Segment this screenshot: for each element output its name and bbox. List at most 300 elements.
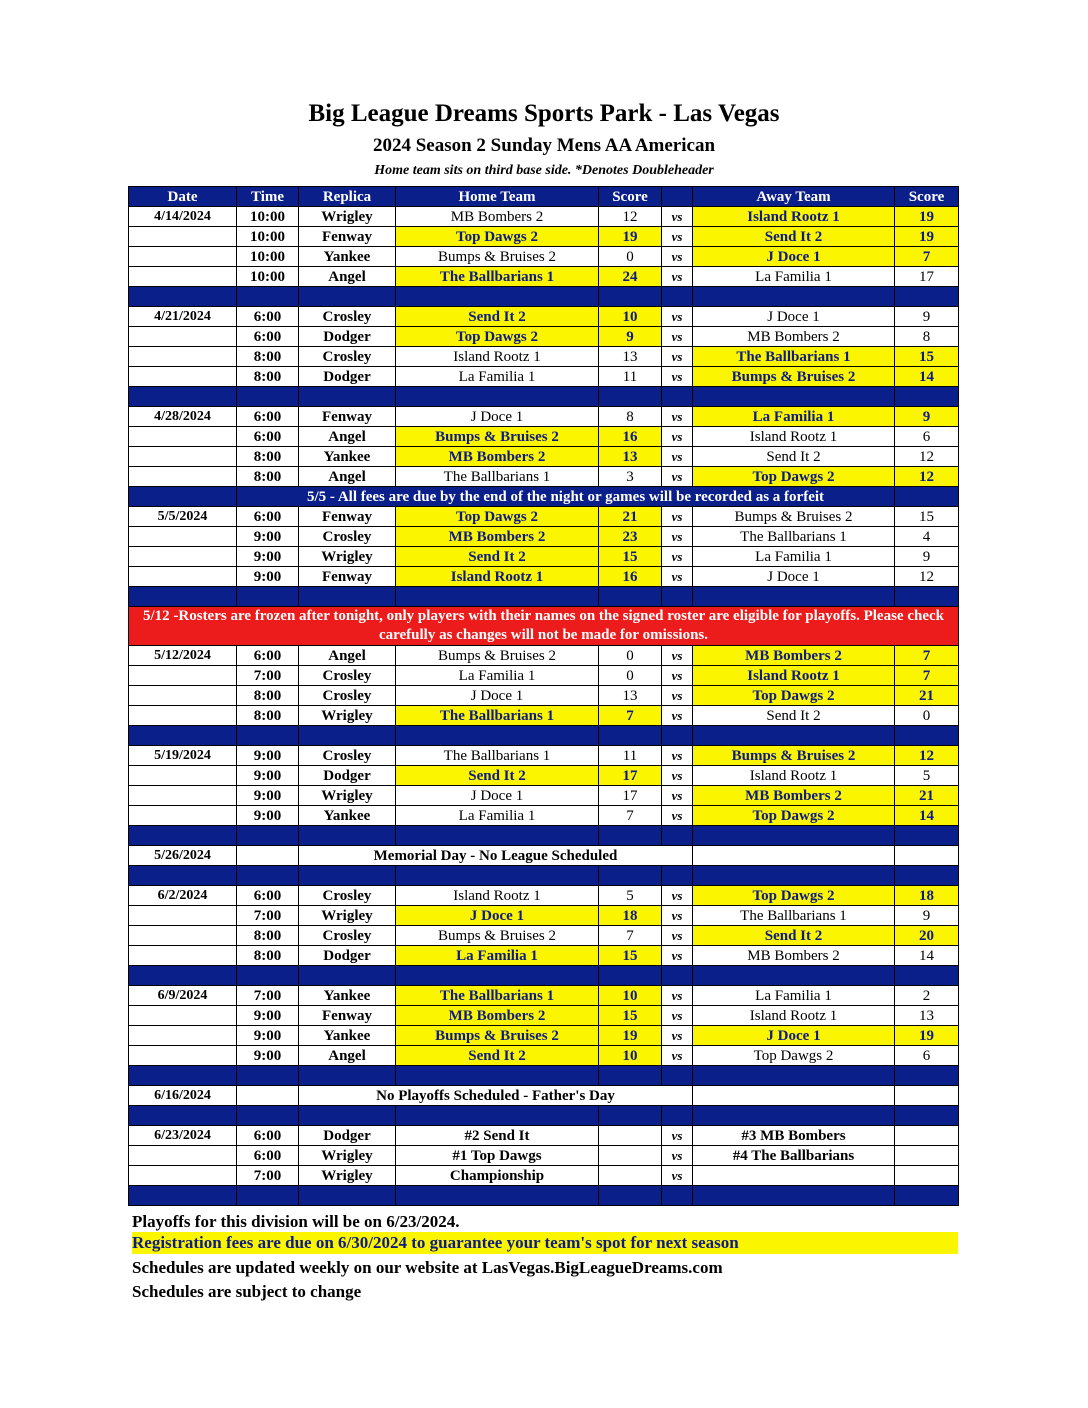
- date-cell: [129, 926, 237, 946]
- time-cell: 9:00: [237, 527, 299, 547]
- home-score-cell: 13: [599, 347, 662, 367]
- home-score-cell: 19: [599, 227, 662, 247]
- separator-cell: [693, 287, 895, 307]
- away-team-cell: [895, 846, 959, 866]
- away-score-cell: 19: [895, 207, 959, 227]
- vs-cell: vs: [662, 227, 693, 247]
- away-team-cell: The Ballbarians 1: [693, 906, 895, 926]
- field-cell: Angel: [299, 267, 396, 287]
- separator-cell: [599, 1186, 662, 1206]
- separator-cell: [129, 966, 237, 986]
- home-team-cell: J Doce 1: [396, 686, 599, 706]
- separator-cell: [895, 726, 959, 746]
- field-cell: Angel: [299, 646, 396, 666]
- time-cell: 7:00: [237, 1166, 299, 1186]
- separator-cell: [396, 1066, 599, 1086]
- away-score-cell: 4: [895, 527, 959, 547]
- game-row: [129, 906, 959, 926]
- home-score-cell: 5: [599, 886, 662, 906]
- away-team-cell: Top Dawgs 2: [693, 686, 895, 706]
- separator-cell: [599, 587, 662, 607]
- away-team-cell: #3 MB Bombers: [693, 1126, 895, 1146]
- away-team-cell: La Familia 1: [693, 267, 895, 287]
- date-cell: [129, 327, 237, 347]
- away-team-cell: Island Rootz 1: [693, 207, 895, 227]
- time-cell: 8:00: [237, 946, 299, 966]
- field-cell: Crosley: [299, 886, 396, 906]
- game-row: [129, 1126, 959, 1146]
- vs-cell: vs: [662, 1166, 693, 1186]
- home-score-cell: 15: [599, 1006, 662, 1026]
- away-score-cell: 6: [895, 1046, 959, 1066]
- game-row: [129, 666, 959, 686]
- away-team-cell: Top Dawgs 2: [693, 806, 895, 826]
- separator-cell: [237, 966, 299, 986]
- footer-registration: Registration fees are due on 6/30/2024 to guarantee your team's spot for next season: [132, 1232, 958, 1254]
- home-team-cell: La Familia 1: [396, 946, 599, 966]
- home-team-cell: Island Rootz 1: [396, 886, 599, 906]
- away-score-cell: 7: [895, 666, 959, 686]
- separator-cell: [693, 726, 895, 746]
- separator-cell: [895, 587, 959, 607]
- home-team-cell: J Doce 1: [396, 407, 599, 427]
- home-team-cell: The Ballbarians 1: [396, 746, 599, 766]
- home-score-cell: 13: [599, 686, 662, 706]
- separator-cell: [129, 826, 237, 846]
- away-score-cell: 19: [895, 227, 959, 247]
- away-team-cell: Island Rootz 1: [693, 766, 895, 786]
- vs-cell: vs: [662, 766, 693, 786]
- no-games-text: Memorial Day - No League Scheduled: [299, 846, 693, 866]
- col-home-score: Score: [599, 187, 662, 207]
- field-cell: Crosley: [299, 307, 396, 327]
- game-row: [129, 527, 959, 547]
- away-team-cell: La Familia 1: [693, 986, 895, 1006]
- separator-cell: [237, 1106, 299, 1126]
- home-score-cell: 18: [599, 906, 662, 926]
- away-score-cell: 14: [895, 806, 959, 826]
- date-cell: 4/14/2024: [129, 207, 237, 227]
- notice-cell: [895, 487, 959, 507]
- vs-cell: vs: [662, 407, 693, 427]
- date-cell: 5/26/2024: [129, 846, 237, 866]
- date-cell: [129, 666, 237, 686]
- separator-cell: [895, 387, 959, 407]
- away-team-cell: #4 The Ballbarians: [693, 1146, 895, 1166]
- separator-row: [129, 587, 959, 607]
- date-cell: [129, 1146, 237, 1166]
- game-row: [129, 547, 959, 567]
- time-cell: 9:00: [237, 746, 299, 766]
- time-cell: 8:00: [237, 686, 299, 706]
- field-cell: Wrigley: [299, 706, 396, 726]
- home-team-cell: Top Dawgs 2: [396, 227, 599, 247]
- home-team-cell: MB Bombers 2: [396, 527, 599, 547]
- separator-cell: [299, 826, 396, 846]
- home-score-cell: 10: [599, 307, 662, 327]
- date-cell: [129, 567, 237, 587]
- time-cell: 9:00: [237, 786, 299, 806]
- field-cell: Wrigley: [299, 1166, 396, 1186]
- notice-text: 5/5 - All fees are due by the end of the night or games will be recorded as a forfeit: [237, 487, 895, 507]
- home-score-cell: 11: [599, 367, 662, 387]
- separator-cell: [662, 287, 693, 307]
- home-score-cell: 7: [599, 806, 662, 826]
- away-score-cell: 17: [895, 267, 959, 287]
- separator-cell: [129, 1186, 237, 1206]
- vs-cell: vs: [662, 427, 693, 447]
- home-score-cell: 21: [599, 507, 662, 527]
- away-score-cell: 14: [895, 367, 959, 387]
- field-cell: Angel: [299, 467, 396, 487]
- separator-cell: [129, 726, 237, 746]
- separator-cell: [129, 287, 237, 307]
- vs-cell: [693, 846, 895, 866]
- home-team-cell: Top Dawgs 2: [396, 327, 599, 347]
- away-team-cell: J Doce 1: [693, 307, 895, 327]
- away-score-cell: 7: [895, 247, 959, 267]
- time-cell: 6:00: [237, 507, 299, 527]
- time-cell: [237, 846, 299, 866]
- field-cell: Crosley: [299, 666, 396, 686]
- col-home-team: Home Team: [396, 187, 599, 207]
- time-cell: 9:00: [237, 1026, 299, 1046]
- separator-cell: [396, 387, 599, 407]
- separator-cell: [299, 1186, 396, 1206]
- separator-row: [129, 1106, 959, 1126]
- field-cell: Wrigley: [299, 786, 396, 806]
- away-score-cell: 12: [895, 447, 959, 467]
- separator-row: [129, 726, 959, 746]
- away-score-cell: 15: [895, 507, 959, 527]
- separator-cell: [129, 1066, 237, 1086]
- time-cell: 8:00: [237, 367, 299, 387]
- home-team-cell: La Familia 1: [396, 666, 599, 686]
- away-score-cell: 20: [895, 926, 959, 946]
- game-row: [129, 267, 959, 287]
- away-score-cell: [895, 1146, 959, 1166]
- home-score-cell: 15: [599, 547, 662, 567]
- game-row: [129, 926, 959, 946]
- game-row: [129, 946, 959, 966]
- home-score-cell: 3: [599, 467, 662, 487]
- page-title: Big League Dreams Sports Park - Las Vegas: [308, 100, 780, 127]
- home-team-cell: Send It 2: [396, 1046, 599, 1066]
- away-team-cell: Bumps & Bruises 2: [693, 746, 895, 766]
- home-score-cell: 16: [599, 567, 662, 587]
- separator-cell: [299, 587, 396, 607]
- separator-cell: [299, 287, 396, 307]
- date-cell: 6/2/2024: [129, 886, 237, 906]
- game-row: [129, 307, 959, 327]
- away-score-cell: 15: [895, 347, 959, 367]
- vs-cell: vs: [662, 547, 693, 567]
- field-cell: Fenway: [299, 407, 396, 427]
- away-team-cell: MB Bombers 2: [693, 946, 895, 966]
- separator-cell: [693, 826, 895, 846]
- away-score-cell: 19: [895, 1026, 959, 1046]
- time-cell: 7:00: [237, 986, 299, 1006]
- separator-cell: [693, 866, 895, 886]
- separator-cell: [662, 726, 693, 746]
- away-team-cell: [895, 1086, 959, 1106]
- separator-cell: [396, 1186, 599, 1206]
- home-score-cell: 23: [599, 527, 662, 547]
- home-team-cell: Top Dawgs 2: [396, 507, 599, 527]
- separator-cell: [662, 1066, 693, 1086]
- time-cell: 9:00: [237, 1046, 299, 1066]
- separator-cell: [299, 387, 396, 407]
- separator-cell: [237, 866, 299, 886]
- no-games-row: [129, 846, 959, 866]
- separator-cell: [662, 587, 693, 607]
- separator-cell: [895, 966, 959, 986]
- away-score-cell: 8: [895, 327, 959, 347]
- home-team-cell: J Doce 1: [396, 906, 599, 926]
- game-row: [129, 1166, 959, 1186]
- time-cell: 9:00: [237, 567, 299, 587]
- game-row: [129, 646, 959, 666]
- home-score-cell: 15: [599, 946, 662, 966]
- home-score-cell: 7: [599, 926, 662, 946]
- game-row: [129, 367, 959, 387]
- field-cell: Wrigley: [299, 906, 396, 926]
- date-cell: [129, 766, 237, 786]
- home-score-cell: 17: [599, 786, 662, 806]
- away-team-cell: The Ballbarians 1: [693, 347, 895, 367]
- separator-cell: [662, 1106, 693, 1126]
- away-team-cell: [693, 1166, 895, 1186]
- field-cell: Wrigley: [299, 547, 396, 567]
- field-cell: Crosley: [299, 686, 396, 706]
- time-cell: 9:00: [237, 806, 299, 826]
- game-row: [129, 746, 959, 766]
- vs-cell: vs: [662, 986, 693, 1006]
- game-row: [129, 806, 959, 826]
- time-cell: 10:00: [237, 247, 299, 267]
- field-cell: Crosley: [299, 527, 396, 547]
- col-vs: [662, 187, 693, 207]
- home-score-cell: 24: [599, 267, 662, 287]
- separator-cell: [895, 1186, 959, 1206]
- col-time: Time: [237, 187, 299, 207]
- home-team-cell: Send It 2: [396, 766, 599, 786]
- separator-cell: [599, 387, 662, 407]
- time-cell: 10:00: [237, 207, 299, 227]
- game-row: [129, 247, 959, 267]
- away-score-cell: 2: [895, 986, 959, 1006]
- home-team-cell: Island Rootz 1: [396, 347, 599, 367]
- time-cell: 6:00: [237, 646, 299, 666]
- date-cell: [129, 686, 237, 706]
- separator-cell: [599, 287, 662, 307]
- away-team-cell: Bumps & Bruises 2: [693, 507, 895, 527]
- separator-cell: [237, 387, 299, 407]
- home-team-cell: Bumps & Bruises 2: [396, 926, 599, 946]
- separator-cell: [693, 966, 895, 986]
- field-cell: Dodger: [299, 367, 396, 387]
- away-score-cell: 21: [895, 786, 959, 806]
- date-cell: 6/23/2024: [129, 1126, 237, 1146]
- home-score-cell: [599, 1146, 662, 1166]
- date-cell: [129, 946, 237, 966]
- schedule-note: Home team sits on third base side. *Denotes Doubleheader: [374, 163, 714, 178]
- home-team-cell: Bumps & Bruises 2: [396, 247, 599, 267]
- home-team-cell: #1 Top Dawgs: [396, 1146, 599, 1166]
- home-team-cell: The Ballbarians 1: [396, 267, 599, 287]
- date-cell: 5/12/2024: [129, 646, 237, 666]
- away-team-cell: La Familia 1: [693, 547, 895, 567]
- away-team-cell: Send It 2: [693, 706, 895, 726]
- vs-cell: vs: [662, 447, 693, 467]
- date-cell: 5/19/2024: [129, 746, 237, 766]
- vs-cell: vs: [662, 746, 693, 766]
- away-team-cell: Top Dawgs 2: [693, 886, 895, 906]
- home-score-cell: 0: [599, 646, 662, 666]
- home-score-cell: 10: [599, 986, 662, 1006]
- vs-cell: vs: [662, 1126, 693, 1146]
- game-row: [129, 447, 959, 467]
- separator-row: [129, 1186, 959, 1206]
- field-cell: Dodger: [299, 946, 396, 966]
- away-team-cell: Send It 2: [693, 926, 895, 946]
- game-row: [129, 507, 959, 527]
- separator-cell: [693, 1186, 895, 1206]
- separator-cell: [599, 966, 662, 986]
- away-score-cell: 5: [895, 766, 959, 786]
- away-score-cell: 12: [895, 567, 959, 587]
- col-away-score: Score: [895, 187, 959, 207]
- roster-notice-text: 5/12 -Rosters are frozen after tonight, only players with their names on the signed roster are eligible for playoffs. Please check carefully as changes will not be made for omissions.: [129, 607, 959, 646]
- separator-cell: [299, 726, 396, 746]
- separator-cell: [396, 966, 599, 986]
- roster-notice-row: [129, 607, 959, 646]
- game-row: [129, 207, 959, 227]
- date-cell: [129, 427, 237, 447]
- away-team-cell: The Ballbarians 1: [693, 527, 895, 547]
- separator-cell: [237, 287, 299, 307]
- time-cell: 9:00: [237, 547, 299, 567]
- home-score-cell: 16: [599, 427, 662, 447]
- game-row: [129, 407, 959, 427]
- separator-cell: [599, 726, 662, 746]
- col-away-team: Away Team: [693, 187, 895, 207]
- away-score-cell: 9: [895, 407, 959, 427]
- game-row: [129, 886, 959, 906]
- home-team-cell: Bumps & Bruises 2: [396, 1026, 599, 1046]
- away-score-cell: 12: [895, 467, 959, 487]
- date-cell: [129, 1166, 237, 1186]
- vs-cell: vs: [662, 1026, 693, 1046]
- vs-cell: [693, 1086, 895, 1106]
- vs-cell: vs: [662, 646, 693, 666]
- no-games-text: No Playoffs Scheduled - Father's Day: [299, 1086, 693, 1106]
- away-team-cell: Island Rootz 1: [693, 1006, 895, 1026]
- game-row: [129, 1146, 959, 1166]
- date-cell: [129, 447, 237, 467]
- home-team-cell: Championship: [396, 1166, 599, 1186]
- vs-cell: vs: [662, 307, 693, 327]
- separator-cell: [693, 1066, 895, 1086]
- time-cell: 6:00: [237, 886, 299, 906]
- away-score-cell: 21: [895, 686, 959, 706]
- away-team-cell: MB Bombers 2: [693, 327, 895, 347]
- home-score-cell: 13: [599, 447, 662, 467]
- separator-cell: [299, 866, 396, 886]
- separator-cell: [662, 387, 693, 407]
- vs-cell: vs: [662, 507, 693, 527]
- game-row: [129, 347, 959, 367]
- vs-cell: vs: [662, 926, 693, 946]
- vs-cell: vs: [662, 706, 693, 726]
- time-cell: 6:00: [237, 407, 299, 427]
- time-cell: 9:00: [237, 1006, 299, 1026]
- separator-cell: [237, 587, 299, 607]
- date-cell: [129, 547, 237, 567]
- time-cell: 9:00: [237, 766, 299, 786]
- date-cell: [129, 706, 237, 726]
- away-team-cell: J Doce 1: [693, 567, 895, 587]
- home-score-cell: 10: [599, 1046, 662, 1066]
- field-cell: Crosley: [299, 926, 396, 946]
- field-cell: Crosley: [299, 746, 396, 766]
- home-team-cell: Bumps & Bruises 2: [396, 646, 599, 666]
- time-cell: 7:00: [237, 666, 299, 686]
- date-cell: 6/9/2024: [129, 986, 237, 1006]
- time-cell: 6:00: [237, 1146, 299, 1166]
- vs-cell: vs: [662, 686, 693, 706]
- separator-cell: [129, 1106, 237, 1126]
- date-cell: 5/5/2024: [129, 507, 237, 527]
- away-score-cell: 7: [895, 646, 959, 666]
- separator-row: [129, 1066, 959, 1086]
- time-cell: 10:00: [237, 227, 299, 247]
- separator-cell: [599, 866, 662, 886]
- home-team-cell: Bumps & Bruises 2: [396, 427, 599, 447]
- game-row: [129, 706, 959, 726]
- vs-cell: vs: [662, 886, 693, 906]
- away-score-cell: 9: [895, 906, 959, 926]
- date-cell: [129, 786, 237, 806]
- field-cell: Dodger: [299, 327, 396, 347]
- away-team-cell: J Doce 1: [693, 1026, 895, 1046]
- time-cell: 8:00: [237, 447, 299, 467]
- separator-cell: [662, 866, 693, 886]
- separator-cell: [693, 587, 895, 607]
- field-cell: Yankee: [299, 806, 396, 826]
- separator-row: [129, 287, 959, 307]
- vs-cell: vs: [662, 467, 693, 487]
- vs-cell: vs: [662, 527, 693, 547]
- away-team-cell: MB Bombers 2: [693, 786, 895, 806]
- vs-cell: vs: [662, 267, 693, 287]
- home-team-cell: J Doce 1: [396, 786, 599, 806]
- game-row: [129, 766, 959, 786]
- home-score-cell: 0: [599, 247, 662, 267]
- field-cell: Fenway: [299, 1006, 396, 1026]
- schedule-body: [129, 207, 959, 1206]
- home-score-cell: 17: [599, 766, 662, 786]
- away-team-cell: La Familia 1: [693, 407, 895, 427]
- field-cell: Wrigley: [299, 1146, 396, 1166]
- field-cell: Angel: [299, 427, 396, 447]
- home-score-cell: 8: [599, 407, 662, 427]
- separator-cell: [299, 1106, 396, 1126]
- home-score-cell: 12: [599, 207, 662, 227]
- away-score-cell: 9: [895, 307, 959, 327]
- field-cell: Crosley: [299, 347, 396, 367]
- home-team-cell: MB Bombers 2: [396, 1006, 599, 1026]
